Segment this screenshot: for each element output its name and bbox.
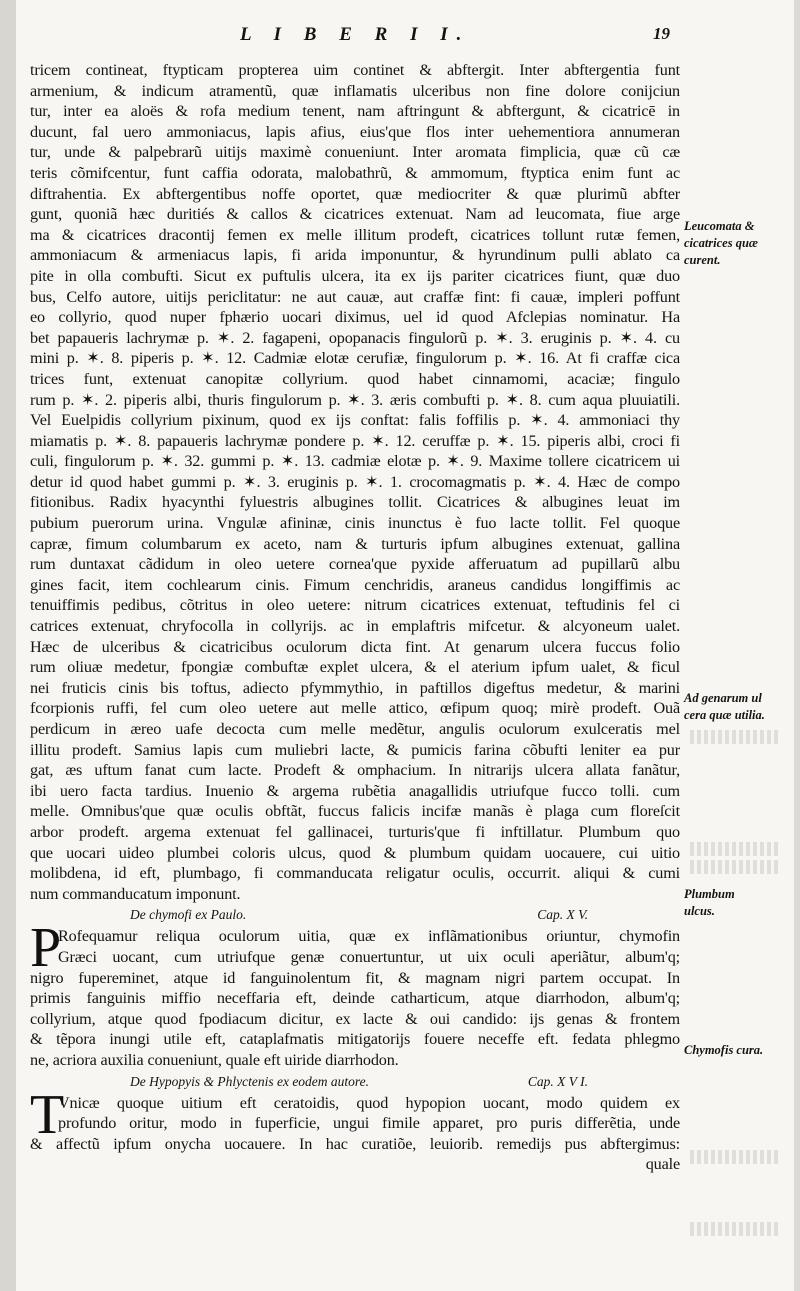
show-through-mark bbox=[690, 842, 780, 856]
text-line: fitionibus. Radix hyacynthi fyluestris albugines tollit. Cicatrices & albugines leuat im bbox=[30, 493, 680, 512]
text-line: tur, inter ea aloës & rofa medium tenent, nam aftringunt & abftergunt, & cicatricē in bbox=[30, 102, 680, 121]
chapter-16-body bbox=[30, 1083, 680, 1175]
text-line: rum oliuæ medetur, fpongiæ combuftæ explet ulcera, & el aterium ipfum ualet, & ficul bbox=[30, 658, 680, 677]
text-line: profundo oritur, modo in fuperficie, ungui fimile apparet, pro puris differẽtia, unde bbox=[58, 1114, 680, 1133]
text-line: num commanducatum imponunt. bbox=[30, 884, 241, 903]
chapter-15-title: De chymofi ex Paulo. bbox=[130, 907, 247, 923]
chapter-15-heading bbox=[30, 904, 680, 926]
text-line: que uocari uideo plumbei coloris ulcus, quod & plumbum quidam uocauere, cui uitio bbox=[30, 843, 680, 862]
text-line: molibdena, id eft, plumbago, fi commanducata religatur oculis, occurrit. aliqui & cumi bbox=[30, 864, 680, 883]
text-line: & tẽpora inungi utile eft, cataplafmatis mitigatorijs fouere neceffe eft. fedata phlegmo bbox=[30, 1030, 680, 1049]
text-line: diftrahentia. Ex abftergentibus noffe oportet, quæ mediocriter & quæ plurimũ abfter bbox=[30, 184, 680, 203]
text-line: nei fruticis cinis bis toftus, adiecto pfymmythio, in paftillos digeftus medetur, & marini bbox=[30, 678, 680, 697]
text-line: miamatis p. ✶. 8. papaueris lachrymæ pondere p. ✶. 12. ceruffæ p. ✶. 15. piperis albi, croci fi bbox=[30, 431, 680, 450]
text-line: catrices extenuat, chryfocolla in collyrijs. ac in emplaftris mifcetur. & alcyoneum ualet. bbox=[30, 617, 680, 636]
text-line: perdicum in æreo uafe decocta cum melle medẽtur, angulis oculorum exulceratis mel bbox=[30, 720, 680, 738]
text-line: eo collyrio, quod nuper fphærio uocari diximus, uel id quod Afclepias nominatur. Ha bbox=[30, 308, 680, 327]
text-line: Rofequamur reliqua oculorum uitia, quæ ex inflãmationibus oriuntur, chymofin bbox=[58, 927, 680, 946]
show-through-mark bbox=[690, 1222, 780, 1236]
text-line: fcorpionis ruffi, fel cum oleo uetere aut melle attico, œfipum quoq; mirè prodeft. Ouã bbox=[30, 699, 680, 718]
text-line: armenium, & indicum atramentũ, quæ inflamatis ulceribus non fine dolore conijciun bbox=[30, 81, 680, 100]
show-through-mark bbox=[690, 730, 780, 744]
text-line: trices funt, extenuat canopitæ collyrium. quod habet cinnamomi, acaciæ; fingulo bbox=[30, 369, 680, 388]
text-line: tricem contineat, ftypticam propterea uim continet & abftergit. Inter abftergentia funt bbox=[30, 61, 680, 79]
text-line: mini p. ✶. 8. piperis p. ✶. 12. Cadmiæ elotæ cerufiæ, fingulorum p. ✶. 16. At fi craffæ cica bbox=[30, 349, 680, 368]
show-through-mark bbox=[690, 860, 780, 874]
section-1 bbox=[30, 60, 680, 904]
main-text bbox=[30, 60, 680, 1175]
text-line: & affectũ ipfum onycha uocauere. In hac curatiõe, leuiorib. remedijs pus abftergimus: bbox=[30, 1134, 680, 1153]
text-line: teris cõmifcentur, funt caffia odorata, malobathrũ, & ammomum, ftyptica enim funt ac bbox=[30, 163, 680, 182]
dropcap-p: P bbox=[30, 917, 62, 980]
chapter-16-number: Cap. X V I. bbox=[527, 1073, 588, 1089]
text-line: melle. Omnibus'que quæ oculis obftãt, fuccus falicis incifæ manãs è plaga cum floreſcit bbox=[30, 802, 680, 821]
text-line: arbor prodeft. argema extenuat fel gallinacei, turturis'que fi inftillatur. Plumbum quo bbox=[30, 822, 680, 841]
margin-note-plumbum: Plumbum ulcus. bbox=[684, 887, 735, 918]
text-line: gines facit, item cochlearum cinis. Fimum cenchridis, araneus candidus longiffimis ac bbox=[30, 575, 680, 594]
text-line: pite in olla combufti. Sicut ex puftulis ulcera, ita ex ijs pariter cicatrices fiunt, quæ duo bbox=[30, 266, 680, 285]
text-line: bus, Celfo autore, uitijs periclitatur: ne aut cauæ, aut craffæ fint: fi cauæ, impleri poffunt bbox=[30, 287, 680, 306]
text-line: rum p. ✶. 2. piperis albi, thuris fingulorum p. ✶. 3. æris combufti p. ✶. 8. cum aqua pluuiatili. bbox=[30, 390, 680, 409]
chapter-15-number: Cap. X V. bbox=[537, 907, 588, 923]
text-line: capræ, fimum columbarum ex aceto, nam & turturis ipfum albugines extenuat, gallina bbox=[30, 534, 680, 553]
text-line: detur id quod habet gummi p. ✶. 3. eruginis p. ✶. 1. crocomagmatis p. ✶. 4. Hæc de compo bbox=[30, 472, 680, 491]
text-line: Vnicæ quoque uitium eft ceratoidis, quod hypopion uocant, modo quidem ex bbox=[58, 1093, 680, 1112]
text-line: gat, æs uftum fanat cum lacte. Prodeft & omphacium. In nitrarijs ulcera allata fanãtur, bbox=[30, 761, 680, 780]
text-line: Hæc de ulceribus & cicatricibus oculorum dicta fint. At genarum ulcera fuccus folio bbox=[30, 637, 680, 656]
text-line: bet papaueris lachrymæ p. ✶. 2. fagapeni, opopanacis fingulorũ p. ✶. 3. eruginis p. ✶. 4. cu bbox=[30, 328, 680, 347]
text-line: Græci uocant, cum utriufque genæ conuertuntur, ut uix oculi aperiãtur, album'q; bbox=[58, 947, 680, 966]
text-line: ne, acriora auxilia conueniunt, quale eft uiride diarrhodon. bbox=[30, 1050, 399, 1069]
margin-note-genarum: Ad genarum ul cera quæ utilia. bbox=[684, 691, 765, 722]
text-line: tenuiffimis pedibus, cõtritus in oleo uetere: nitrum cicatrices extenuat, teftudinis fel ci bbox=[30, 596, 680, 615]
chapter-15-body bbox=[30, 917, 680, 1070]
text-line: ammoniacum & armeniacus lapis, fi arida imponuntur, & hyrundinum pulli ablato ca bbox=[30, 246, 680, 265]
folio-number: 19 bbox=[653, 24, 670, 43]
text-line: ibi uero facta tardius. Inuenio & argema rubẽtia anagallidis utriufque fucco tolli. cum bbox=[30, 781, 680, 800]
chapter-16-title: De Hypopyis & Phlyctenis ex eodem autore. bbox=[130, 1073, 370, 1089]
margin-note-leucomata: Leucomata & cicatrices quæ curent. bbox=[684, 219, 758, 267]
text-line: rum duntaxat cãdidum in oleo uetere cornea'que pyxide afferuatum ad pupillarũ albu bbox=[30, 555, 680, 574]
page-edge-shadow bbox=[794, 0, 800, 1291]
text-line: tur, unde & palpebrarũ uitijs maximè conueniunt. Inter aromata fimplicia, quæ cũ cæ bbox=[30, 143, 680, 162]
margin-note-chymosis: Chymofis cura. bbox=[684, 1043, 764, 1057]
text-line: pubium puerorum urina. Vngulæ afininæ, cinis inunctus è fuo lacte tollit. Fel quoque bbox=[30, 514, 680, 533]
text-line: Vel Euelpidis collyrium pixinum, quod ex ijs conftat: falis foffilis p. ✶. 4. ammoniaci thy bbox=[30, 411, 680, 430]
text-line: collyrium, atque quod fpodiacum dicitur, ex lacte & oui candido: ijs genas & frontem bbox=[30, 1009, 680, 1028]
text-line: gunt, quoniã hæc duritiés & callos & cicatrices extenuat. Nam ad leucomata, fiue arge bbox=[30, 205, 680, 224]
page-header bbox=[150, 24, 670, 52]
text-line: ma & cicatrices dracontij femen ex melle illitum prodeft, cicatrices tollunt rutæ femen, bbox=[30, 225, 680, 244]
text-line: ducunt, fal uero ammoniacus, lapis afius, eius'que flos inter uehementiora annumeran bbox=[30, 122, 680, 141]
text-line: nigro fupereminet, atque id fanguinolentum fit, & magnam nigri partem occupat. In bbox=[30, 968, 680, 987]
text-line: primis fanguinis miffio neceffaria eft, deinde catharticum, atque diarrhodon, album'q; bbox=[30, 989, 680, 1008]
catchword: quale bbox=[645, 1155, 680, 1174]
running-head: L I B E R I I. bbox=[240, 24, 471, 45]
chapter-16-heading bbox=[30, 1071, 680, 1093]
text-line: culi, fingulorum p. ✶. 32. gummi p. ✶. 13. cadmiæ elotæ p. ✶. 9. Maxime tollere cicatricem ui bbox=[30, 452, 680, 471]
dropcap-t: T bbox=[30, 1083, 65, 1146]
text-line: illitu prodeft. Samius lapis cum muliebri lacte, & pumicis farina cõbufti leniter ea pur bbox=[30, 740, 680, 759]
show-through-mark bbox=[690, 1150, 780, 1164]
page-gutter-shadow bbox=[0, 0, 16, 1291]
